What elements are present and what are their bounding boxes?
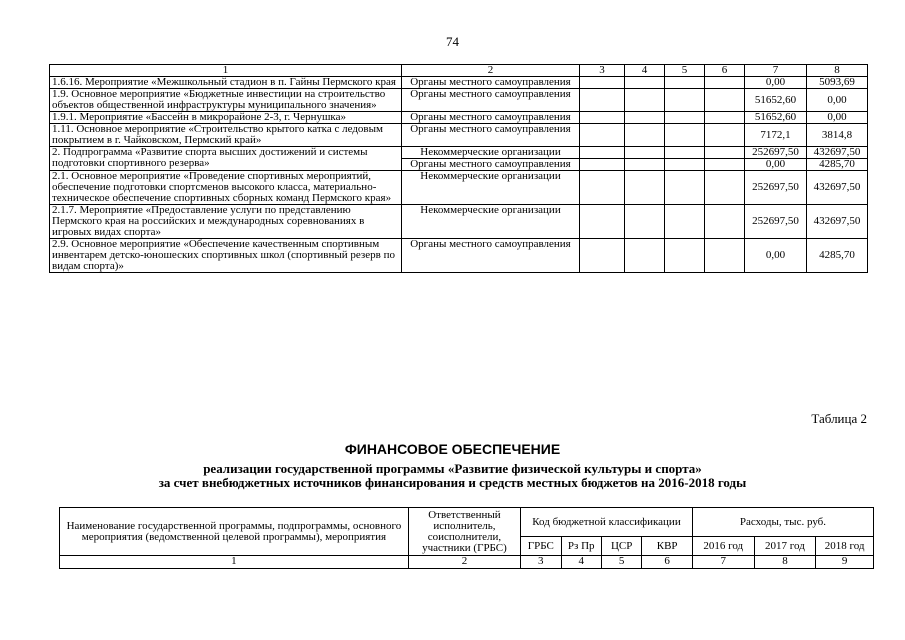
table-row xyxy=(50,112,868,124)
table-row xyxy=(50,147,868,159)
column-number-row xyxy=(50,65,868,77)
measure-name: 1.6.16. Мероприятие «Межшкольный стадион в п. Гайны Пермского края xyxy=(50,77,402,89)
measure-name: 2.1. Основное мероприятие «Проведение спортивных мероприятий, обеспечение подготовки спортсменов высокого класса, материально-техническое обеспечение спортивных сборных команд Пермского края» xyxy=(50,171,402,205)
column-number: 4 xyxy=(561,556,601,569)
expense-2017: 51652,60 xyxy=(745,89,807,112)
header-year: 2018 год xyxy=(816,537,874,556)
section-subtitle: за счет внебюджетных источников финансирования и средств местных бюджетов на 2016-2018 годы xyxy=(158,475,747,490)
executor: Органы местного самоуправления xyxy=(402,89,580,112)
column-number: 5 xyxy=(601,556,641,569)
expense-2018: 5093,69 xyxy=(807,77,868,89)
table-row xyxy=(50,205,868,239)
table-row xyxy=(50,89,868,112)
header-expenses: Расходы, тыс. руб. xyxy=(692,508,873,537)
column-number-row xyxy=(60,556,874,569)
column-number: 3 xyxy=(580,65,625,77)
section-title: ФИНАНСОВОЕ ОБЕСПЕЧЕНИЕ xyxy=(344,441,561,457)
page-number: 74 xyxy=(446,34,459,49)
executor: Некоммерческие организации xyxy=(402,205,580,239)
expense-2018: 432697,50 xyxy=(807,171,868,205)
executor: Органы местного самоуправления xyxy=(402,159,580,171)
section-subtitle: реализации государственной программы «Развитие физической культуры и спорта» xyxy=(203,461,702,476)
measure-name: 2. Подпрограмма «Развитие спорта высших достижений и системы подготовки спортивного резерва» xyxy=(50,147,402,171)
measure-name: 1.9. Основное мероприятие «Бюджетные инвестиции на строительство объектов общественной инфраструктуры муниципального значения» xyxy=(50,89,402,112)
expense-2018: 0,00 xyxy=(807,112,868,124)
executor: Некоммерческие организации xyxy=(402,147,580,159)
executor: Органы местного самоуправления xyxy=(402,112,580,124)
column-number: 1 xyxy=(60,556,409,569)
header-code-csr: ЦСР xyxy=(601,537,641,556)
column-number: 8 xyxy=(754,556,816,569)
table-row xyxy=(50,239,868,273)
expense-2018: 432697,50 xyxy=(807,147,868,159)
measure-name: 1.9.1. Мероприятие «Бассейн в микрорайоне 2-3, г. Чернушка» xyxy=(50,112,402,124)
header-code-rzpr: Рз Пр xyxy=(561,537,601,556)
table-row xyxy=(50,124,868,147)
expense-2017: 7172,1 xyxy=(745,124,807,147)
column-number: 7 xyxy=(692,556,754,569)
column-number: 9 xyxy=(816,556,874,569)
column-number: 1 xyxy=(50,65,402,77)
header-year: 2016 год xyxy=(692,537,754,556)
table-row xyxy=(50,171,868,205)
expense-2017: 0,00 xyxy=(745,239,807,273)
column-number: 5 xyxy=(665,65,705,77)
header-executor: Ответственный исполнитель, соисполнители, участники (ГРБС) xyxy=(408,508,520,556)
column-number: 8 xyxy=(807,65,868,77)
column-number: 4 xyxy=(625,65,665,77)
header-name: Наименование государственной программы, подпрограммы, основного мероприятия (ведомственной целевой программы), мероприятия xyxy=(60,508,409,556)
executor: Органы местного самоуправления xyxy=(402,239,580,273)
measure-name: 2.1.7. Мероприятие «Предоставление услуги по представлению Пермского края на российских и международных соревнованиях в игровых видах спорта» xyxy=(50,205,402,239)
measure-name: 2.9. Основное мероприятие «Обеспечение качественным спортивным инвентарем детско-юношеских спортивных школ (спортивный резерв по видам спорта)» xyxy=(50,239,402,273)
header-code-kvr: КВР xyxy=(642,537,693,556)
executor: Органы местного самоуправления xyxy=(402,124,580,147)
table-row xyxy=(50,77,868,89)
expense-2017: 252697,50 xyxy=(745,205,807,239)
expense-2018: 4285,70 xyxy=(807,239,868,273)
header-year: 2017 год xyxy=(754,537,816,556)
executor: Некоммерческие организации xyxy=(402,171,580,205)
expense-2017: 51652,60 xyxy=(745,112,807,124)
expense-2017: 252697,50 xyxy=(745,171,807,205)
column-number: 2 xyxy=(402,65,580,77)
header-code-grbs: ГРБС xyxy=(521,537,561,556)
table-label: Таблица 2 xyxy=(811,411,867,426)
executor: Органы местного самоуправления xyxy=(402,77,580,89)
expense-2017: 0,00 xyxy=(745,77,807,89)
header-budget-code: Код бюджетной классификации xyxy=(521,508,693,537)
column-number: 2 xyxy=(408,556,520,569)
header-row xyxy=(60,508,874,537)
expense-2018: 3814,8 xyxy=(807,124,868,147)
funding-table-continued xyxy=(49,64,868,273)
expense-2018: 4285,70 xyxy=(807,159,868,171)
measure-name: 1.11. Основное мероприятие «Строительство крытого катка с ледовым покрытием в г. Чайковском, Пермский край» xyxy=(50,124,402,147)
expense-2018: 0,00 xyxy=(807,89,868,112)
column-number: 7 xyxy=(745,65,807,77)
expense-2017: 0,00 xyxy=(745,159,807,171)
column-number: 6 xyxy=(642,556,693,569)
column-number: 3 xyxy=(521,556,561,569)
funding-table-2 xyxy=(59,507,874,569)
column-number: 6 xyxy=(705,65,745,77)
expense-2018: 432697,50 xyxy=(807,205,868,239)
expense-2017: 252697,50 xyxy=(745,147,807,159)
